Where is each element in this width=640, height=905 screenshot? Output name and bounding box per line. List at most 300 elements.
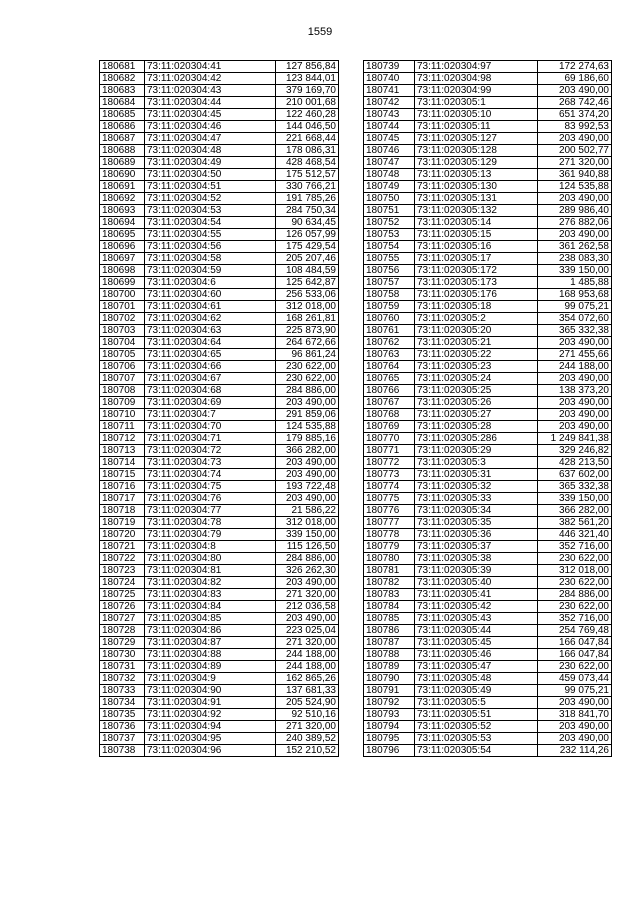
cadastral-number: 73:11:020304:55 (145, 229, 276, 241)
cadastral-value: 124 535,88 (538, 181, 612, 193)
cadastral-value: 203 490,00 (538, 229, 612, 241)
cadastral-number: 73:11:020305:34 (415, 505, 538, 517)
cadastral-number: 73:11:020304:77 (145, 505, 276, 517)
row-number: 180778 (364, 529, 415, 541)
row-number: 180687 (100, 133, 145, 145)
table-row (364, 97, 612, 109)
table-row (100, 325, 339, 337)
row-number: 180796 (364, 745, 415, 757)
cadastral-value: 223 025,04 (276, 625, 339, 637)
row-number: 180700 (100, 289, 145, 301)
cadastral-number: 73:11:020304:86 (145, 625, 276, 637)
cadastral-number: 73:11:020305:172 (415, 265, 538, 277)
cadastral-number: 73:11:020304:74 (145, 469, 276, 481)
table-row (364, 409, 612, 421)
cadastral-number: 73:11:020305:38 (415, 553, 538, 565)
cadastral-value: 284 886,00 (276, 553, 339, 565)
row-number: 180704 (100, 337, 145, 349)
cadastral-value: 339 150,00 (538, 265, 612, 277)
cadastral-value: 203 490,00 (276, 397, 339, 409)
row-number: 180710 (100, 409, 145, 421)
cadastral-number: 73:11:020304:42 (145, 73, 276, 85)
table-row (364, 265, 612, 277)
row-number: 180785 (364, 613, 415, 625)
cadastral-number: 73:11:020305:39 (415, 565, 538, 577)
table-row (100, 73, 339, 85)
table-row (100, 433, 339, 445)
row-number: 180698 (100, 265, 145, 277)
table-row (100, 85, 339, 97)
row-number: 180791 (364, 685, 415, 697)
table-row (364, 625, 612, 637)
cadastral-value: 191 785,26 (276, 193, 339, 205)
row-number: 180765 (364, 373, 415, 385)
cadastral-value: 203 490,00 (538, 697, 612, 709)
cadastral-value: 175 429,54 (276, 241, 339, 253)
table-row (364, 325, 612, 337)
cadastral-value: 137 681,33 (276, 685, 339, 697)
row-number: 180769 (364, 421, 415, 433)
cadastral-number: 73:11:020305:286 (415, 433, 538, 445)
row-number: 180740 (364, 73, 415, 85)
table-row (100, 469, 339, 481)
row-number: 180761 (364, 325, 415, 337)
cadastral-value: 230 622,00 (538, 577, 612, 589)
table-row (364, 421, 612, 433)
cadastral-value: 230 622,00 (276, 361, 339, 373)
cadastral-number: 73:11:020304:45 (145, 109, 276, 121)
table-row (100, 61, 339, 73)
cadastral-value: 205 207,46 (276, 253, 339, 265)
cadastral-value: 203 490,00 (276, 577, 339, 589)
cadastral-number: 73:11:020305:35 (415, 517, 538, 529)
row-number: 180730 (100, 649, 145, 661)
row-number: 180717 (100, 493, 145, 505)
table-row (364, 445, 612, 457)
row-number: 180702 (100, 313, 145, 325)
cadastral-value: 203 490,00 (538, 421, 612, 433)
table-row (364, 85, 612, 97)
row-number: 180738 (100, 745, 145, 757)
table-row (364, 565, 612, 577)
table-row (364, 661, 612, 673)
cadastral-value: 339 150,00 (538, 493, 612, 505)
cadastral-value: 203 490,00 (538, 721, 612, 733)
cadastral-value: 178 086,31 (276, 145, 339, 157)
table-row (364, 601, 612, 613)
cadastral-value: 203 490,00 (276, 457, 339, 469)
cadastral-value: 284 886,00 (538, 589, 612, 601)
row-number: 180782 (364, 577, 415, 589)
cadastral-value: 203 490,00 (538, 733, 612, 745)
table-row (100, 529, 339, 541)
row-number: 180773 (364, 469, 415, 481)
table-row (100, 565, 339, 577)
table-row (364, 589, 612, 601)
row-number: 180779 (364, 541, 415, 553)
table-row (364, 637, 612, 649)
cadastral-value: 271 320,00 (276, 637, 339, 649)
row-number: 180749 (364, 181, 415, 193)
row-number: 180682 (100, 73, 145, 85)
cadastral-value: 123 844,01 (276, 73, 339, 85)
cadastral-value: 244 188,00 (276, 661, 339, 673)
cadastral-number: 73:11:020305:33 (415, 493, 538, 505)
row-number: 180789 (364, 661, 415, 673)
table-row (364, 541, 612, 553)
table-row (364, 133, 612, 145)
row-number: 180751 (364, 205, 415, 217)
cadastral-value: 271 455,66 (538, 349, 612, 361)
table-row (100, 649, 339, 661)
row-number: 180686 (100, 121, 145, 133)
cadastral-value: 125 642,87 (276, 277, 339, 289)
cadastral-number: 73:11:020304:8 (145, 541, 276, 553)
table-row (100, 193, 339, 205)
table-row (100, 637, 339, 649)
cadastral-number: 73:11:020305:129 (415, 157, 538, 169)
cadastral-value: 126 057,99 (276, 229, 339, 241)
cadastral-number: 73:11:020304:44 (145, 97, 276, 109)
table-row (100, 457, 339, 469)
cadastral-value: 162 865,26 (276, 673, 339, 685)
cadastral-value: 166 047,84 (538, 649, 612, 661)
table-row (100, 157, 339, 169)
row-number: 180713 (100, 445, 145, 457)
cadastral-value: 203 490,00 (276, 493, 339, 505)
table-row (364, 229, 612, 241)
row-number: 180783 (364, 589, 415, 601)
table-row (100, 397, 339, 409)
table-row (364, 433, 612, 445)
cadastral-value: 446 321,40 (538, 529, 612, 541)
row-number: 180763 (364, 349, 415, 361)
cadastral-number: 73:11:020305:2 (415, 313, 538, 325)
table-row (364, 721, 612, 733)
table-row (364, 685, 612, 697)
row-number: 180718 (100, 505, 145, 517)
cadastral-number: 73:11:020304:98 (415, 73, 538, 85)
row-number: 180722 (100, 553, 145, 565)
row-number: 180716 (100, 481, 145, 493)
row-number: 180734 (100, 697, 145, 709)
table-row (364, 217, 612, 229)
cadastral-value: 203 490,00 (538, 133, 612, 145)
cadastral-value: 168 261,81 (276, 313, 339, 325)
cadastral-number: 73:11:020305:15 (415, 229, 538, 241)
row-number: 180724 (100, 577, 145, 589)
row-number: 180731 (100, 661, 145, 673)
cadastral-value: 152 210,52 (276, 745, 339, 757)
table-row (100, 733, 339, 745)
table-row (364, 493, 612, 505)
table-row (364, 157, 612, 169)
cadastral-number: 73:11:020304:51 (145, 181, 276, 193)
table-row (100, 685, 339, 697)
cadastral-number: 73:11:020305:16 (415, 241, 538, 253)
table-row (100, 385, 339, 397)
row-number: 180697 (100, 253, 145, 265)
table-row (364, 277, 612, 289)
table-row (364, 373, 612, 385)
row-number: 180786 (364, 625, 415, 637)
row-number: 180709 (100, 397, 145, 409)
cadastral-number: 73:11:020304:80 (145, 553, 276, 565)
cadastral-value: 179 885,16 (276, 433, 339, 445)
cadastral-value: 99 075,21 (538, 301, 612, 313)
cadastral-number: 73:11:020304:78 (145, 517, 276, 529)
cadastral-value: 69 186,60 (538, 73, 612, 85)
cadastral-number: 73:11:020305:45 (415, 637, 538, 649)
row-number: 180790 (364, 673, 415, 685)
row-number: 180746 (364, 145, 415, 157)
cadastral-number: 73:11:020304:47 (145, 133, 276, 145)
row-number: 180736 (100, 721, 145, 733)
table-row (364, 613, 612, 625)
table-row (364, 457, 612, 469)
table-row (100, 301, 339, 313)
row-number: 180742 (364, 97, 415, 109)
cadastral-number: 73:11:020305:21 (415, 337, 538, 349)
cadastral-value: 268 742,46 (538, 97, 612, 109)
cadastral-value: 212 036,58 (276, 601, 339, 613)
cadastral-value: 232 114,26 (538, 745, 612, 757)
table-row (364, 289, 612, 301)
table-row (100, 229, 339, 241)
cadastral-value: 312 018,00 (538, 565, 612, 577)
table-row (100, 553, 339, 565)
table-row (100, 601, 339, 613)
table-row (364, 205, 612, 217)
cadastral-value: 168 953,68 (538, 289, 612, 301)
row-number: 180707 (100, 373, 145, 385)
cadastral-value: 365 332,38 (538, 325, 612, 337)
cadastral-number: 73:11:020304:96 (145, 745, 276, 757)
cadastral-number: 73:11:020304:59 (145, 265, 276, 277)
cadastral-number: 73:11:020305:5 (415, 697, 538, 709)
row-number: 180766 (364, 385, 415, 397)
row-number: 180756 (364, 265, 415, 277)
cadastral-value: 238 083,30 (538, 253, 612, 265)
cadastral-number: 73:11:020304:73 (145, 457, 276, 469)
row-number: 180692 (100, 193, 145, 205)
row-number: 180729 (100, 637, 145, 649)
cadastral-number: 73:11:020305:36 (415, 529, 538, 541)
cadastral-number: 73:11:020305:10 (415, 109, 538, 121)
cadastral-number: 73:11:020305:51 (415, 709, 538, 721)
cadastral-value: 203 490,00 (276, 469, 339, 481)
table-row (100, 217, 339, 229)
cadastral-value: 115 126,50 (276, 541, 339, 553)
cadastral-number: 73:11:020304:60 (145, 289, 276, 301)
row-number: 180727 (100, 613, 145, 625)
table-row (364, 397, 612, 409)
cadastral-value: 230 622,00 (538, 553, 612, 565)
table-row (364, 469, 612, 481)
cadastral-value: 365 332,38 (538, 481, 612, 493)
cadastral-number: 73:11:020304:79 (145, 529, 276, 541)
cadastral-number: 73:11:020304:92 (145, 709, 276, 721)
cadastral-number: 73:11:020305:18 (415, 301, 538, 313)
cadastral-value: 225 873,90 (276, 325, 339, 337)
row-number: 180780 (364, 553, 415, 565)
cadastral-number: 73:11:020305:28 (415, 421, 538, 433)
row-number: 180733 (100, 685, 145, 697)
row-number: 180703 (100, 325, 145, 337)
table-row (364, 337, 612, 349)
table-row (364, 481, 612, 493)
table-row (100, 265, 339, 277)
row-number: 180705 (100, 349, 145, 361)
cadastral-value: 326 262,30 (276, 565, 339, 577)
table-row (100, 241, 339, 253)
cadastral-number: 73:11:020304:48 (145, 145, 276, 157)
cadastral-value: 271 320,00 (276, 721, 339, 733)
row-number: 180693 (100, 205, 145, 217)
cadastral-value: 144 046,50 (276, 121, 339, 133)
table-row (100, 409, 339, 421)
cadastral-number: 73:11:020305:176 (415, 289, 538, 301)
table-row (364, 73, 612, 85)
cadastral-number: 73:11:020305:27 (415, 409, 538, 421)
row-number: 180715 (100, 469, 145, 481)
cadastral-number: 73:11:020305:32 (415, 481, 538, 493)
row-number: 180725 (100, 589, 145, 601)
cadastral-number: 73:11:020305:46 (415, 649, 538, 661)
row-number: 180775 (364, 493, 415, 505)
cadastral-number: 73:11:020305:29 (415, 445, 538, 457)
table-row (100, 613, 339, 625)
table-row (364, 313, 612, 325)
cadastral-value: 92 510,16 (276, 709, 339, 721)
cadastral-value: 289 986,40 (538, 205, 612, 217)
table-row (100, 97, 339, 109)
table-row (364, 517, 612, 529)
cadastral-number: 73:11:020305:41 (415, 589, 538, 601)
table-row (100, 289, 339, 301)
cadastral-number: 73:11:020305:1 (415, 97, 538, 109)
cadastral-value: 230 622,00 (276, 373, 339, 385)
cadastral-value: 284 750,34 (276, 205, 339, 217)
cadastral-value: 138 373,20 (538, 385, 612, 397)
cadastral-number: 73:11:020305:44 (415, 625, 538, 637)
registry-table-left (99, 60, 339, 757)
cadastral-value: 244 188,00 (538, 361, 612, 373)
cadastral-value: 230 622,00 (538, 601, 612, 613)
cadastral-number: 73:11:020305:23 (415, 361, 538, 373)
cadastral-number: 73:11:020305:132 (415, 205, 538, 217)
table-row (364, 109, 612, 121)
row-number: 180758 (364, 289, 415, 301)
row-number: 180714 (100, 457, 145, 469)
row-number: 180681 (100, 61, 145, 73)
row-number: 180684 (100, 97, 145, 109)
table-row (100, 661, 339, 673)
table-row (100, 253, 339, 265)
cadastral-number: 73:11:020305:17 (415, 253, 538, 265)
cadastral-number: 73:11:020304:89 (145, 661, 276, 673)
row-number: 180757 (364, 277, 415, 289)
table-row (100, 481, 339, 493)
table-row (364, 733, 612, 745)
cadastral-number: 73:11:020304:9 (145, 673, 276, 685)
row-number: 180767 (364, 397, 415, 409)
cadastral-number: 73:11:020304:83 (145, 589, 276, 601)
cadastral-value: 90 634,45 (276, 217, 339, 229)
table-row (364, 145, 612, 157)
cadastral-number: 73:11:020304:54 (145, 217, 276, 229)
cadastral-number: 73:11:020304:41 (145, 61, 276, 73)
cadastral-value: 203 490,00 (538, 193, 612, 205)
cadastral-number: 73:11:020304:85 (145, 613, 276, 625)
row-number: 180699 (100, 277, 145, 289)
cadastral-number: 73:11:020305:128 (415, 145, 538, 157)
cadastral-value: 210 001,68 (276, 97, 339, 109)
row-number: 180794 (364, 721, 415, 733)
row-number: 180721 (100, 541, 145, 553)
cadastral-value: 318 841,70 (538, 709, 612, 721)
cadastral-number: 73:11:020304:67 (145, 373, 276, 385)
table-row (100, 589, 339, 601)
table-row (100, 697, 339, 709)
cadastral-value: 459 073,44 (538, 673, 612, 685)
cadastral-value: 205 524,90 (276, 697, 339, 709)
row-number: 180694 (100, 217, 145, 229)
cadastral-value: 379 169,70 (276, 85, 339, 97)
table-row (100, 625, 339, 637)
row-number: 180689 (100, 157, 145, 169)
cadastral-number: 73:11:020304:91 (145, 697, 276, 709)
cadastral-value: 200 502,77 (538, 145, 612, 157)
cadastral-value: 382 561,20 (538, 517, 612, 529)
cadastral-number: 73:11:020304:71 (145, 433, 276, 445)
cadastral-number: 73:11:020304:64 (145, 337, 276, 349)
table-row (100, 541, 339, 553)
row-number: 180744 (364, 121, 415, 133)
cadastral-value: 122 460,28 (276, 109, 339, 121)
row-number: 180695 (100, 229, 145, 241)
cadastral-value: 203 490,00 (538, 409, 612, 421)
cadastral-value: 651 374,20 (538, 109, 612, 121)
table-row (100, 673, 339, 685)
row-number: 180739 (364, 61, 415, 73)
table-row (364, 673, 612, 685)
row-number: 180768 (364, 409, 415, 421)
cadastral-value: 352 716,00 (538, 613, 612, 625)
cadastral-value: 83 992,53 (538, 121, 612, 133)
table-row (100, 577, 339, 589)
row-number: 180772 (364, 457, 415, 469)
row-number: 180735 (100, 709, 145, 721)
cadastral-value: 254 769,48 (538, 625, 612, 637)
cadastral-value: 1 485,88 (538, 277, 612, 289)
cadastral-value: 230 622,00 (538, 661, 612, 673)
cadastral-value: 256 533,06 (276, 289, 339, 301)
row-number: 180690 (100, 169, 145, 181)
cadastral-number: 73:11:020305:52 (415, 721, 538, 733)
table-row (100, 169, 339, 181)
cadastral-number: 73:11:020305:48 (415, 673, 538, 685)
cadastral-number: 73:11:020304:76 (145, 493, 276, 505)
page-number: 1559 (307, 26, 333, 38)
table-row (100, 145, 339, 157)
cadastral-number: 73:11:020304:97 (415, 61, 538, 73)
cadastral-value: 203 490,00 (538, 85, 612, 97)
table-row (364, 505, 612, 517)
cadastral-number: 73:11:020304:46 (145, 121, 276, 133)
row-number: 180728 (100, 625, 145, 637)
cadastral-number: 73:11:020304:62 (145, 313, 276, 325)
